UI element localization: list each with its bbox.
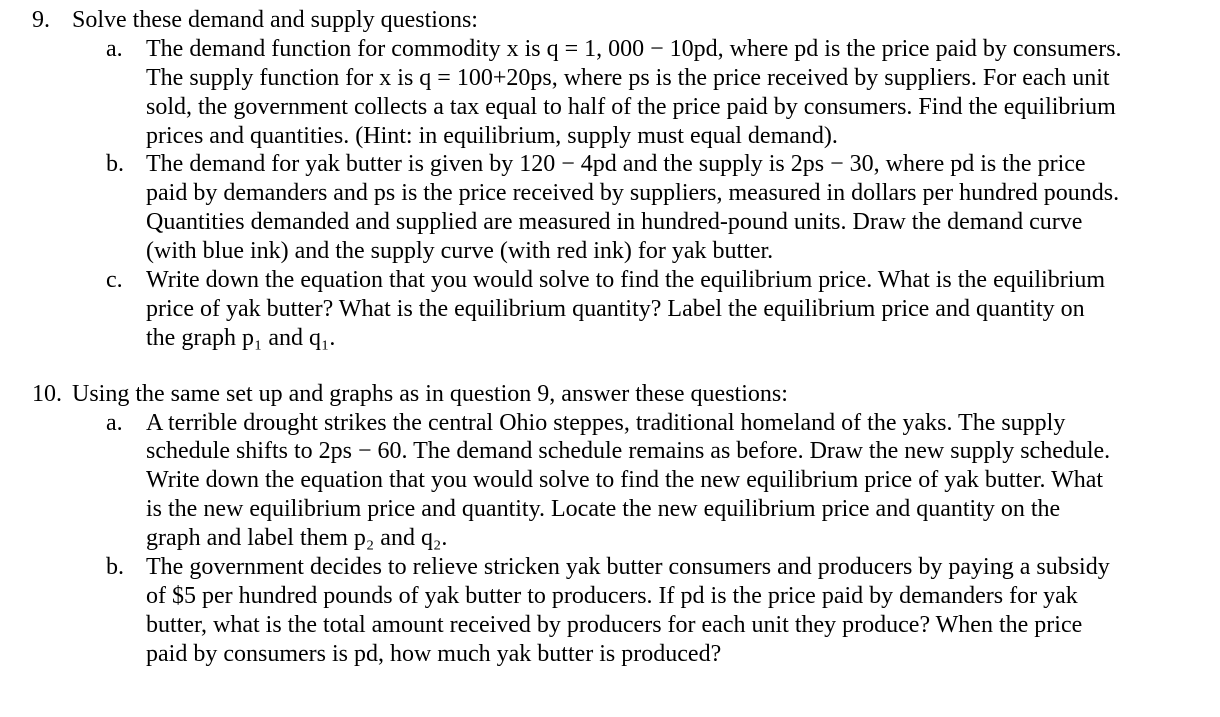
question-9-header bbox=[0, 6, 1220, 35]
text-line: graph and label them p₂ and q₂. bbox=[146, 525, 448, 552]
part-label: c. bbox=[106, 267, 123, 294]
part-label: b. bbox=[106, 554, 124, 581]
question-10-part-a bbox=[0, 409, 1220, 553]
text-line: prices and quantities. (Hint: in equilibrium, supply must equal demand). bbox=[146, 122, 838, 149]
question-prompt: Using the same set up and graphs as in question 9, answer these questions: bbox=[72, 380, 788, 407]
text-line: Write down the equation that you would solve to find the new equilibrium price of yak butter. What bbox=[146, 467, 1104, 494]
text-line: (with blue ink) and the supply curve (with red ink) for yak butter. bbox=[146, 238, 774, 265]
text-line: the graph p₁ and q₁. bbox=[146, 324, 336, 351]
text-line: sold, the government collects a tax equal to half of the price paid by consumers. Find the equilibrium bbox=[146, 93, 1116, 120]
question-10-part-b bbox=[0, 553, 1220, 669]
part-text bbox=[146, 266, 1220, 353]
part-label: a. bbox=[106, 409, 123, 436]
question-number: 9. bbox=[32, 7, 50, 33]
question-9-parts bbox=[0, 35, 1220, 353]
part-text bbox=[146, 409, 1220, 553]
part-text bbox=[146, 553, 1220, 669]
text-line: schedule shifts to 2ps − 60. The demand schedule remains as before. Draw the new supply schedule. bbox=[146, 438, 1111, 465]
part-label: a. bbox=[106, 35, 123, 62]
question-9-part-a bbox=[0, 35, 1220, 151]
question-9-part-c bbox=[0, 266, 1220, 353]
question-9 bbox=[0, 6, 1220, 353]
part-label: b. bbox=[106, 151, 124, 178]
part-text bbox=[146, 150, 1220, 266]
text-line: paid by consumers is pd, how much yak butter is produced? bbox=[146, 640, 722, 667]
question-10-header bbox=[0, 380, 1220, 409]
text-line: of $5 per hundred pounds of yak butter to producers. If pd is the price paid by demanders for yak bbox=[146, 582, 1078, 609]
question-number: 10. bbox=[32, 380, 62, 407]
question-10 bbox=[0, 380, 1220, 669]
text-line: Quantities demanded and supplied are measured in hundred-pound units. Draw the demand curve bbox=[146, 209, 1083, 236]
question-10-parts bbox=[0, 409, 1220, 669]
text-line: The demand for yak butter is given by 120 − 4pd and the supply is 2ps − 30, where pd is the price bbox=[146, 151, 1086, 178]
text-line: The demand function for commodity x is q = 1, 000 − 10pd, where pd is the price paid by consumers. bbox=[146, 35, 1122, 62]
text-line: The supply function for x is q = 100+20ps, where ps is the price received by suppliers. For each unit bbox=[146, 64, 1110, 91]
question-9-part-b bbox=[0, 150, 1220, 266]
text-line: is the new equilibrium price and quantity. Locate the new equilibrium price and quantity on the bbox=[146, 496, 1061, 523]
text-line: butter, what is the total amount received by producers for each unit they produce? When the price bbox=[146, 611, 1083, 638]
text-line: price of yak butter? What is the equilibrium quantity? Label the equilibrium price and quantity on bbox=[146, 295, 1085, 322]
part-text bbox=[146, 35, 1220, 151]
text-line: A terrible drought strikes the central Ohio steppes, traditional homeland of the yaks. The supply bbox=[146, 409, 1066, 436]
text-line: paid by demanders and ps is the price received by suppliers, measured in dollars per hundred pounds. bbox=[146, 180, 1120, 207]
text-line: The government decides to relieve stricken yak butter consumers and producers by paying a subsidy bbox=[146, 554, 1110, 581]
question-prompt: Solve these demand and supply questions: bbox=[72, 7, 478, 33]
text-line: Write down the equation that you would solve to find the equilibrium price. What is the equilibrium bbox=[146, 267, 1106, 294]
document-page bbox=[0, 6, 1220, 669]
